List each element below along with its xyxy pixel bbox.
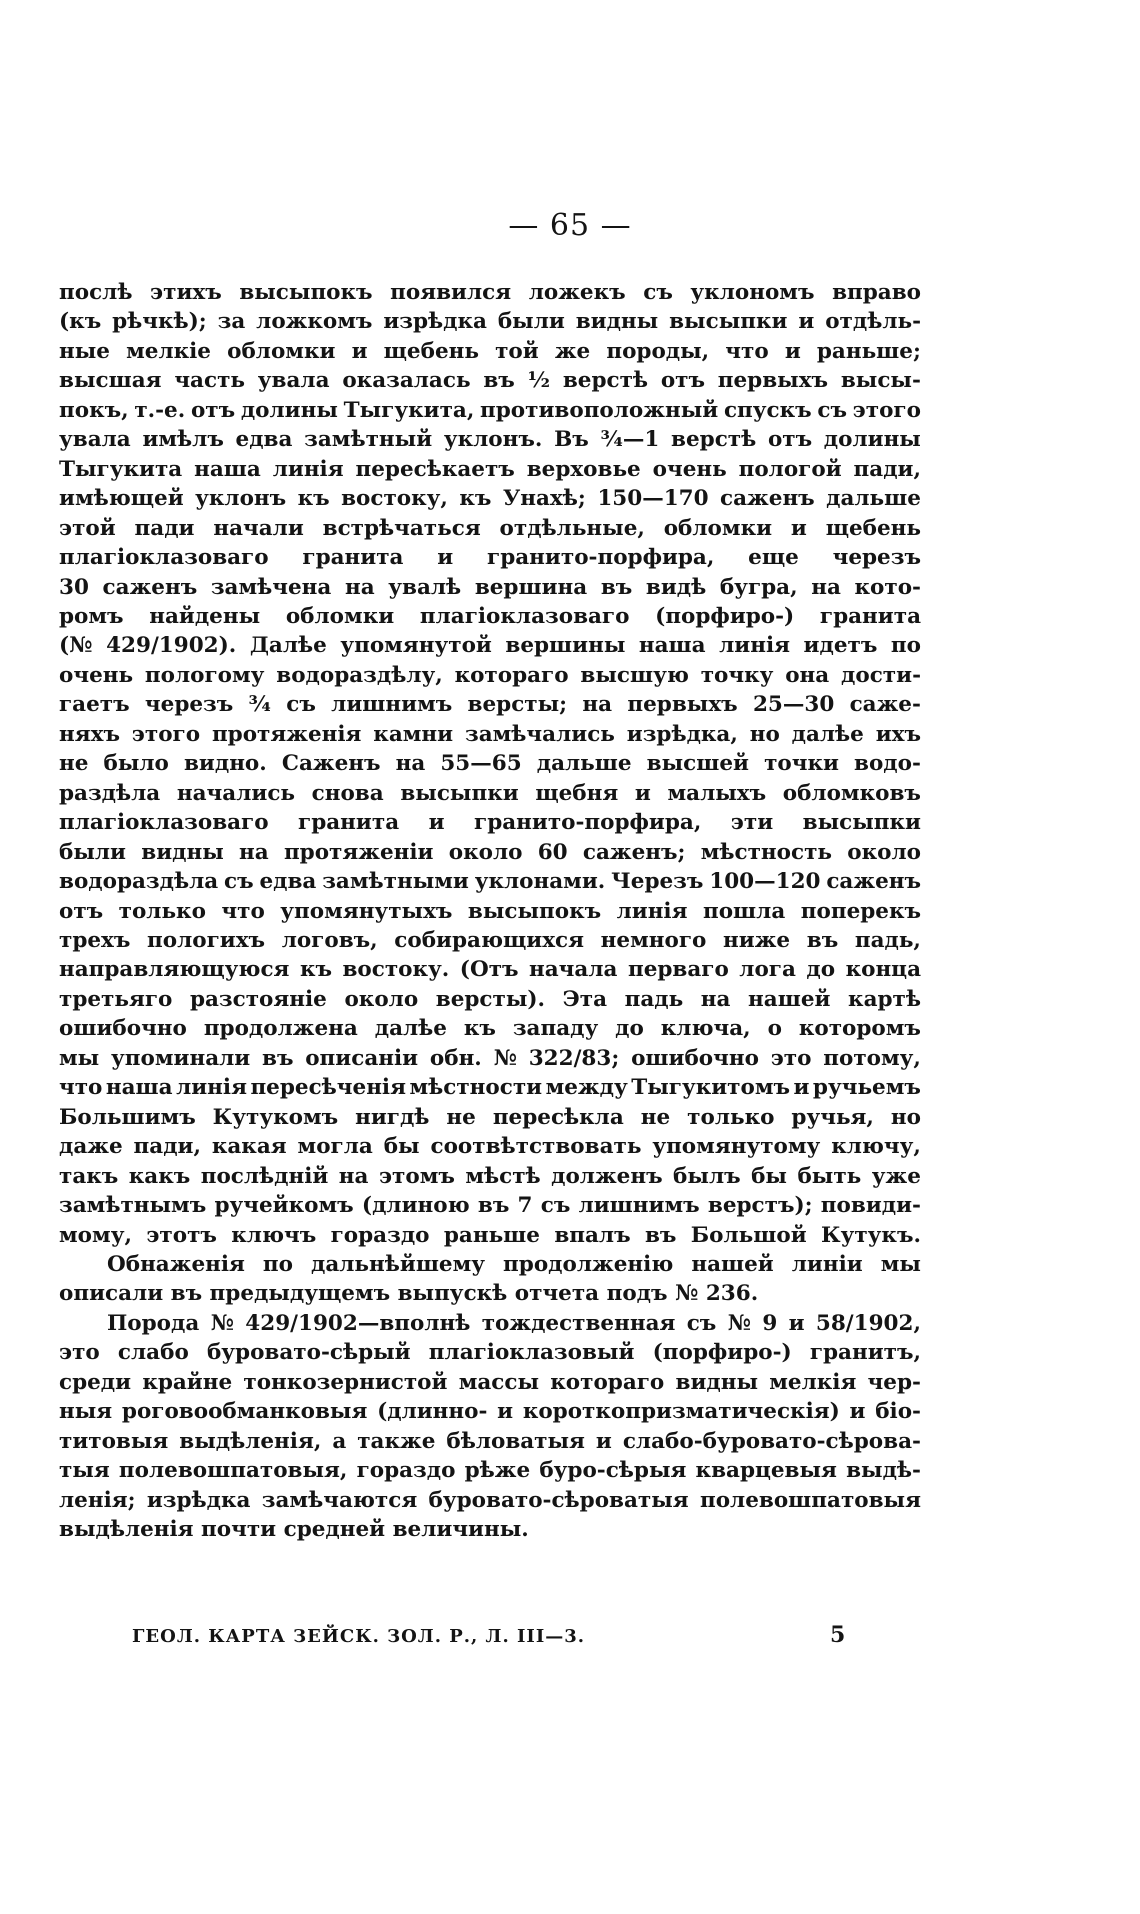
text-line: это слабо буровато-сѣрый плагіоклазовый (порфиро-) гранитъ, xyxy=(59,1340,921,1366)
text-line: даже пади, какая могла бы соотвѣтствовать упомянутому ключу, xyxy=(59,1134,921,1160)
text-line: мы упоминали въ описаніи обн. № 322/83; ошибочно это потому, xyxy=(59,1045,921,1071)
text-line: не было видно. Саженъ на 55—65 дальше высшей точки водо- xyxy=(59,751,921,777)
text-line: направляющуюся къ востоку. (Отъ начала перваго лога до конца xyxy=(59,957,921,983)
text-line: титовыя выдѣленія, а также бѣловатыя и слабо-буровато-сѣрова- xyxy=(59,1428,921,1454)
page-number: — 65 — xyxy=(508,208,632,243)
text-line: что наша линія пересѣченія мѣстности между Тыгукитомъ и ручьемъ xyxy=(59,1075,921,1101)
text-line: няхъ этого протяженія камни замѣчались изрѣдка, но далѣе ихъ xyxy=(59,721,921,747)
text-line: увала имѣлъ едва замѣтный уклонъ. Въ ¾—1 верстѣ отъ долины xyxy=(59,427,921,453)
text-line: очень пологому водораздѣлу, котораго высшую точку она дости- xyxy=(59,662,921,688)
footer-signature: ГЕОЛ. КАРТА ЗЕЙСК. ЗОЛ. Р., Л. III—3. xyxy=(132,1626,586,1647)
text-line: послѣ этихъ высыпокъ появился ложекъ съ уклономъ вправо xyxy=(59,280,921,305)
text-line: ленія; изрѣдка замѣчаются буровато-сѣроватыя полевошпатовыя xyxy=(59,1487,921,1513)
text-line: трехъ пологихъ логовъ, собирающихся немного ниже въ падь, xyxy=(59,927,921,953)
text-line: отъ только что упомянутыхъ высыпокъ линія пошла поперекъ xyxy=(59,898,921,924)
text-line: ромъ найдены обломки плагіоклазоваго (порфиро-) гранита xyxy=(59,603,921,629)
text-line: (къ рѣчкѣ); за ложкомъ изрѣдка были видны высыпки и отдѣль- xyxy=(59,309,921,335)
text-line: ныя роговообманковыя (длинно- и короткопризматическія) и біо- xyxy=(59,1399,921,1425)
text-line: тыя полевошпатовыя, гораздо рѣже буро-сѣрыя кварцевыя выдѣ- xyxy=(59,1458,921,1484)
text-line: покъ, т.-е. отъ долины Тыгукита, противоположный спускъ съ этого xyxy=(59,397,921,423)
text-line: ошибочно продолжена далѣе къ западу до ключа, о которомъ xyxy=(59,1016,921,1042)
text-line: гаетъ черезъ ¾ съ лишнимъ версты; на первыхъ 25—30 саже- xyxy=(59,692,921,718)
text-line: 30 саженъ замѣчена на увалѣ вершина въ видѣ бугра, на кото- xyxy=(59,574,921,600)
text-line: (№ 429/1902). Далѣе упомянутой вершины наша линія идетъ по xyxy=(59,633,921,659)
text-line: описали въ предыдущемъ выпускѣ отчета подъ № 236. xyxy=(59,1281,759,1307)
text-line: высшая часть увала оказалась въ ½ верстѣ отъ первыхъ высы- xyxy=(59,368,921,394)
text-line: этой пади начали встрѣчаться отдѣльные, обломки и щебень xyxy=(59,515,921,541)
text-line: замѣтнымъ ручейкомъ (длиною въ 7 съ лишнимъ верстъ); повиди- xyxy=(59,1193,921,1219)
text-line: третьяго разстояніе около версты). Эта падь на нашей картѣ xyxy=(59,986,921,1012)
text-line: такъ какъ послѣдній на этомъ мѣстѣ долженъ былъ бы быть уже xyxy=(59,1163,921,1189)
text-line: выдѣленія почти средней величины. xyxy=(59,1517,529,1543)
text-line: Порода № 429/1902—вполнѣ тождественная съ № 9 и 58/1902, xyxy=(107,1310,921,1336)
text-line: Обнаженія по дальнѣйшему продолженію нашей линіи мы xyxy=(107,1251,921,1277)
text-line: имѣющей уклонъ къ востоку, къ Унахѣ; 150—170 саженъ дальше xyxy=(59,486,921,512)
text-line: Тыгукита наша линія пересѣкаетъ верховье очень пологой пади, xyxy=(59,456,921,482)
text-line: ные мелкіе обломки и щебень той же породы, что и раньше; xyxy=(59,338,921,364)
text-line: плагіоклазоваго гранита и гранито-порфира, еще черезъ xyxy=(59,545,921,571)
text-line: водораздѣла съ едва замѣтными уклонами. Черезъ 100—120 саженъ xyxy=(59,869,921,895)
footer-sheet-number: 5 xyxy=(830,1622,846,1648)
text-line: плагіоклазоваго гранита и гранито-порфира, эти высыпки xyxy=(59,810,921,836)
text-line: среди крайне тонкозернистой массы котораго видны мелкія чер- xyxy=(59,1369,921,1395)
text-line: мому, этотъ ключъ гораздо раньше впалъ въ Большой Кутукъ. xyxy=(59,1222,921,1248)
text-line: были видны на протяженіи около 60 саженъ; мѣстность около xyxy=(59,839,921,865)
body-text xyxy=(59,278,921,1544)
text-line: раздѣла начались снова высыпки щебня и малыхъ обломковъ xyxy=(59,780,921,806)
text-line: Большимъ Кутукомъ нигдѣ не пересѣкла не только ручья, но xyxy=(59,1104,921,1130)
